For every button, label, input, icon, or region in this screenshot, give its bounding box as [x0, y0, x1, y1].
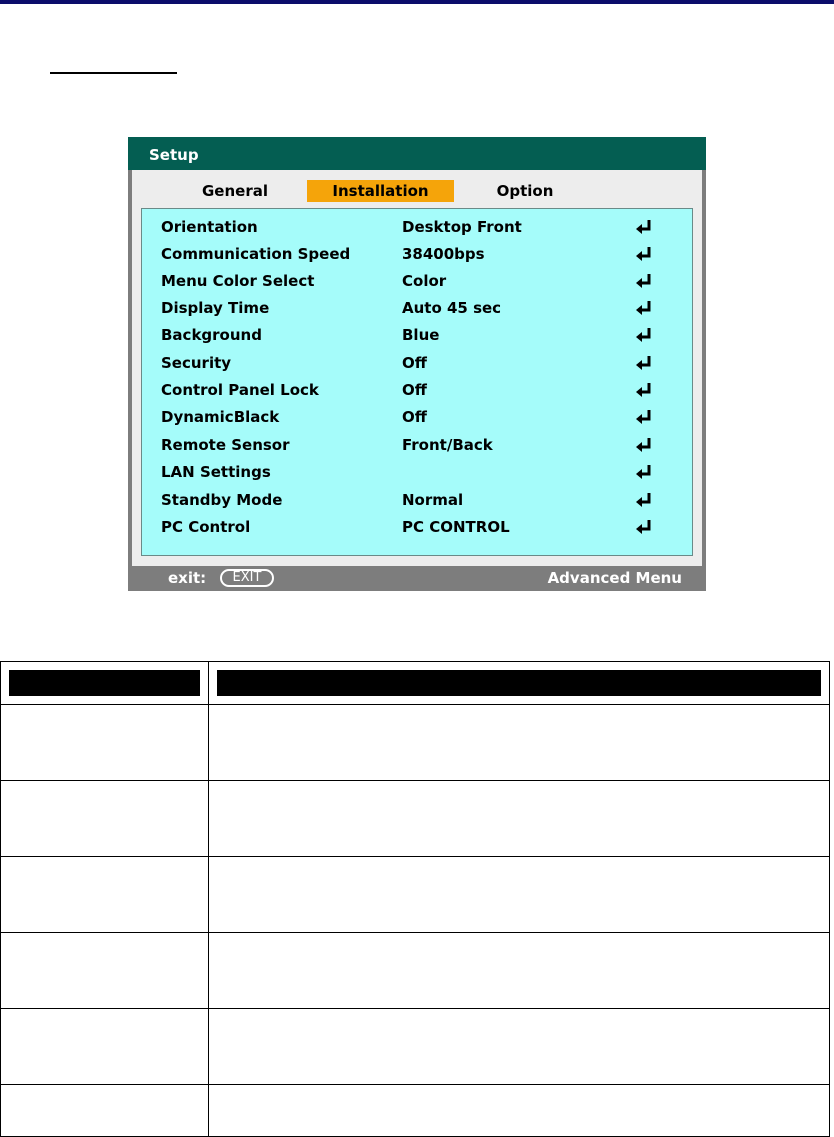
menu-row-lan-settings[interactable]	[142, 459, 692, 486]
row-label: PC Control	[161, 518, 251, 536]
row-value: Off	[402, 381, 427, 399]
tab-option[interactable]: Option	[496, 182, 554, 200]
table-cell	[209, 781, 830, 857]
table-row	[1, 857, 830, 933]
osd-footer	[128, 566, 706, 591]
row-label: Display Time	[161, 299, 270, 317]
row-value: Normal	[402, 491, 464, 509]
table-cell	[209, 705, 830, 781]
table-row	[1, 1085, 830, 1137]
menu-row-dynamicblack[interactable]	[142, 404, 692, 431]
table-cell	[1, 705, 209, 781]
row-value: Color	[402, 272, 447, 290]
row-value: Blue	[402, 326, 440, 344]
row-label: Remote Sensor	[161, 436, 290, 454]
settings-panel	[141, 208, 693, 556]
table-cell	[209, 857, 830, 933]
table-cell	[1, 1085, 209, 1137]
menu-row-pc-control[interactable]	[142, 514, 692, 541]
enter-arrow-icon[interactable]	[635, 219, 655, 235]
menu-row-standby-mode[interactable]	[142, 487, 692, 514]
table-cell	[209, 933, 830, 1009]
table-header-cell	[209, 662, 830, 705]
enter-arrow-icon[interactable]	[635, 355, 655, 371]
enter-arrow-icon[interactable]	[635, 409, 655, 425]
row-value: Desktop Front	[402, 218, 522, 236]
row-label: Menu Color Select	[161, 272, 315, 290]
table-cell	[209, 1009, 830, 1085]
enter-arrow-icon[interactable]	[635, 327, 655, 343]
menu-row-display-time[interactable]	[142, 295, 692, 322]
menu-row-remote-sensor[interactable]	[142, 432, 692, 459]
enter-arrow-icon[interactable]	[635, 464, 655, 480]
table-header-cell	[1, 662, 209, 705]
osd-body	[132, 170, 702, 566]
table-row	[1, 1009, 830, 1085]
row-value: 38400bps	[402, 245, 485, 263]
menu-row-background[interactable]	[142, 322, 692, 349]
menu-row-control-panel-lock[interactable]	[142, 377, 692, 404]
tab-installation[interactable]: Installation	[307, 180, 454, 202]
enter-arrow-icon[interactable]	[635, 300, 655, 316]
table-cell	[1, 857, 209, 933]
row-value: Front/Back	[402, 436, 493, 454]
table-header-row	[1, 662, 830, 705]
setup-osd-menu	[128, 137, 706, 591]
table-cell	[1, 781, 209, 857]
osd-title: Setup	[128, 137, 706, 170]
enter-arrow-icon[interactable]	[635, 492, 655, 508]
tab-general[interactable]: General	[202, 182, 268, 200]
row-value: Off	[402, 354, 427, 372]
header-bar	[9, 670, 200, 696]
row-value: Auto 45 sec	[402, 299, 502, 317]
header-bar	[217, 670, 821, 696]
row-label: Security	[161, 354, 232, 372]
enter-arrow-icon[interactable]	[635, 246, 655, 262]
table-row	[1, 781, 830, 857]
table-cell	[209, 1085, 830, 1137]
row-label: Standby Mode	[161, 491, 283, 509]
enter-arrow-icon[interactable]	[635, 519, 655, 535]
row-label: DynamicBlack	[161, 408, 280, 426]
row-value: PC CONTROL	[402, 518, 510, 536]
row-label: Background	[161, 326, 262, 344]
menu-row-communication-speed[interactable]	[142, 241, 692, 268]
section-heading-underline	[50, 72, 177, 74]
enter-arrow-icon[interactable]	[635, 273, 655, 289]
table-cell	[1, 933, 209, 1009]
row-label: Communication Speed	[161, 245, 351, 263]
enter-arrow-icon[interactable]	[635, 437, 655, 453]
page-top-rule	[0, 0, 834, 4]
menu-row-orientation[interactable]	[142, 214, 692, 241]
row-value: Off	[402, 408, 427, 426]
table-row	[1, 705, 830, 781]
menu-row-security[interactable]	[142, 350, 692, 377]
row-label: LAN Settings	[161, 463, 271, 481]
table-cell	[1, 1009, 209, 1085]
enter-arrow-icon[interactable]	[635, 382, 655, 398]
menu-row-menu-color-select[interactable]	[142, 268, 692, 295]
table-row	[1, 933, 830, 1009]
row-label: Orientation	[161, 218, 258, 236]
description-table	[0, 661, 830, 1137]
exit-label: exit:	[168, 569, 207, 587]
advanced-menu-label: Advanced Menu	[547, 569, 682, 587]
exit-button[interactable]: EXIT	[220, 569, 274, 587]
row-label: Control Panel Lock	[161, 381, 319, 399]
